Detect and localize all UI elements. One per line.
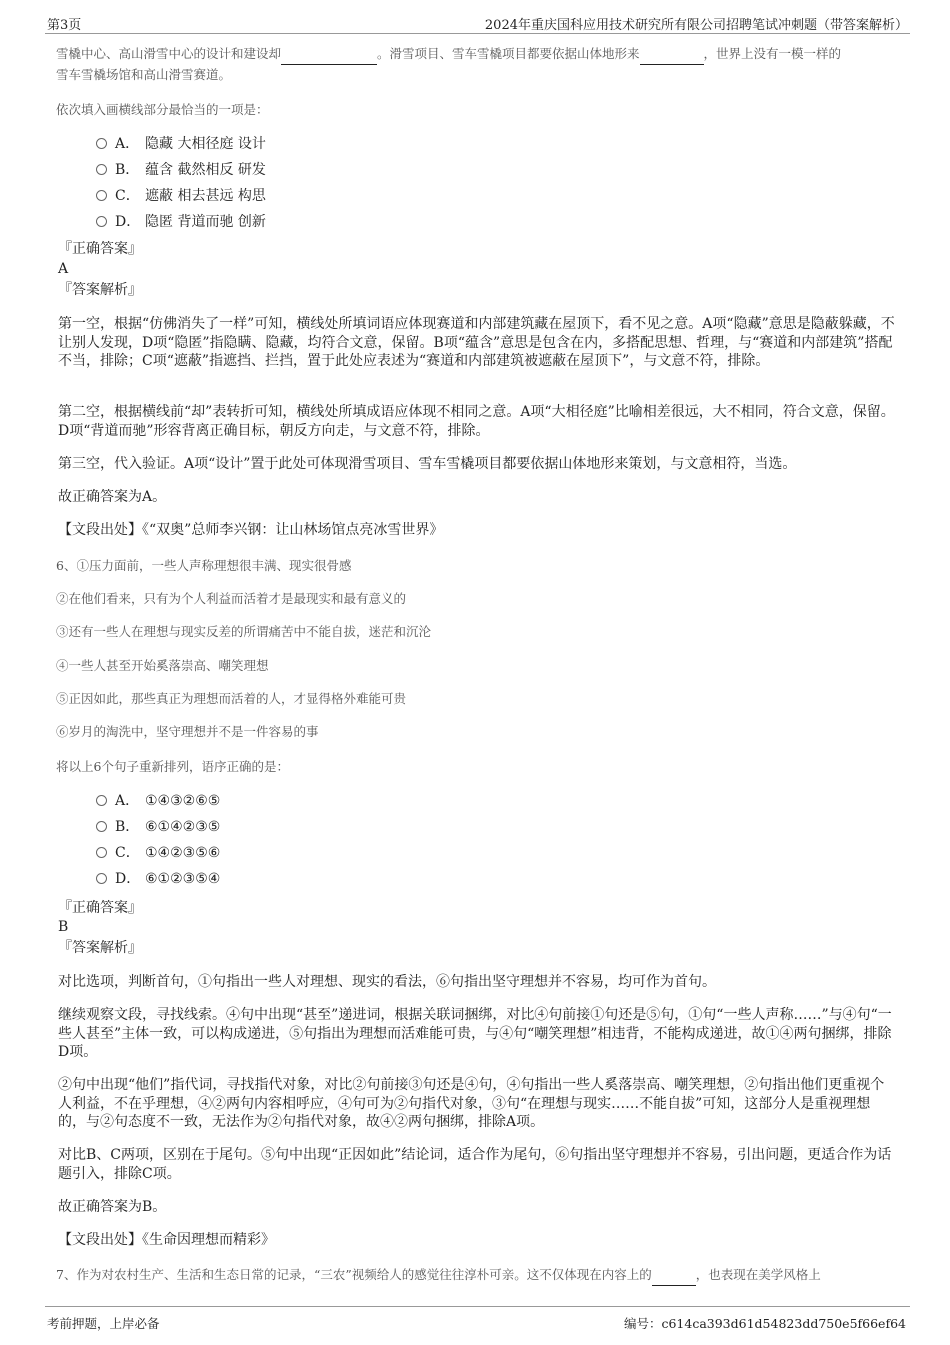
radio-icon[interactable] (96, 847, 107, 858)
q5-answer: A (58, 261, 69, 277)
q7-stem: 7、作为对农村生产、生活和生态日常的记录，“三农”视频给人的感觉往往淳朴可亲。这不仅体现在内容上的 ，也表现在美学风格上 (56, 1265, 904, 1286)
q6-option-d[interactable]: D． ⑥①②③⑤④ (96, 869, 220, 889)
q5-option-d[interactable]: D． 隐匿 背道而驰 创新 (96, 212, 266, 232)
radio-icon[interactable] (96, 138, 107, 149)
q6-analysis-3: ②句中出现“他们”指代词，寻找指代对象，对比②句前接③句还是④句，④句指出一些人奚落崇高、嘲笑理想，②句指出他们更重视个人利益，不在乎理想，④②两句内容相呼应，④句可为②句指代对象，③句“在理想与现实……不能自拔”可知，这部分人是重视理想的，与②句态度不一致，无法作为②句指代对象，故④②两句捆绑，排除A项。 (58, 1077, 885, 1130)
page-footer (0, 1306, 950, 1345)
radio-icon[interactable] (96, 190, 107, 201)
q6-source: 【文段出处】《生命因理想而精彩》 (58, 1232, 275, 1248)
q6-analysis-1: 对比选项，判断首句，①句指出一些人对理想、现实的看法，⑥句指出坚守理想并不容易，均可作为首句。 (58, 974, 716, 990)
q5-analysis-2: 第二空，根据横线前“却”表转折可知，横线处所填成语应体现不相同之意。A项“大相径庭”比喻相差很远，大不相同，符合文意，保留。D项“背道而驰”形容背离正确目标，朝反方向走，与文意不符，排除。 (58, 404, 895, 439)
page-number: 第3页 (47, 18, 82, 33)
q6-analysis-label: 『答案解析』 (58, 940, 142, 956)
footer-slogan: 考前押题，上岸必备 (47, 1316, 160, 1331)
radio-icon[interactable] (96, 795, 107, 806)
q5-analysis-1: 第一空，根据“仿佛消失了一样”可知，横线处所填词语应体现赛道和内部建筑藏在屋顶下，看不见之意。A项“隐藏”意思是隐蔽躲藏，不让别人发现，D项“隐匿”指隐瞒、隐藏，均符合文意，保留。B项“蕴含”意思是包含在内，多搭配思想、哲理，与“赛道和内部建筑”搭配不当，排除；C项“遮蔽”指遮挡、拦挡，置于此处应表述为“赛道和内部建筑被遮蔽在屋顶下”，与文意不符，排除。 (58, 316, 895, 369)
q6-sentence-1: 6、①压力面前，一些人声称理想很丰满、现实很骨感 (56, 558, 352, 573)
q5-option-b[interactable]: B． 蕴含 截然相反 研发 (96, 160, 266, 180)
document-id: 编号：c614ca393d61d54823dd750e5f66ef64 (623, 1316, 906, 1331)
q5-source: 【文段出处】《“双奥”总师李兴钢：让山林场馆点亮冰雪世界》 (58, 522, 444, 538)
q5-analysis-label: 『答案解析』 (58, 282, 142, 298)
document-title: 2024年重庆国科应用技术研究所有限公司招聘笔试冲刺题（带答案解析） (484, 18, 908, 33)
q6-option-b[interactable]: B． ⑥①④②③⑤ (96, 817, 220, 837)
q5-analysis-3: 第三空，代入验证。A项“设计”置于此处可体现滑雪项目、雪车雪橇项目都要依据山体地形来策划，与文意相符，当选。 (58, 456, 797, 472)
q6-prompt: 将以上6个句子重新排列，语序正确的是： (56, 759, 289, 774)
q6-analysis-5: 故正确答案为B。 (58, 1199, 167, 1215)
q6-option-a[interactable]: A． ①④③②⑥⑤ (96, 791, 220, 811)
q6-option-c[interactable]: C． ①④②③⑤⑥ (96, 843, 220, 863)
blank-3 (652, 1265, 696, 1286)
page-header (0, 0, 950, 36)
q6-analysis-4: 对比B、C两项，区别在于尾句。⑤句中出现“正因如此”结论词，适合作为尾句，⑥句指出坚守理想并不容易，引出问题，更适合作为话题引入，排除C项。 (58, 1147, 892, 1182)
blank-2 (640, 44, 704, 65)
q5-analysis-4: 故正确答案为A。 (58, 489, 167, 505)
q6-analysis-2: 继续观察文段，寻找线索。④句中出现“甚至”递进词，根据关联词捆绑，对比④句前接①句还是⑤句，①句“一些人声称……”与④句“一些人甚至”主体一致，可以构成递进，⑤句指出为理想而活难能可贵，与④句“嘲笑理想”相违背，不能构成递进，故①④两句捆绑，排除D项。 (58, 1007, 892, 1060)
header-divider (45, 33, 910, 34)
q6-sentence-3: ③还有一些人在理想与现实反差的所谓痛苦中不能自拔，迷茫和沉沦 (56, 624, 432, 639)
q6-answer-label: 『正确答案』 (58, 900, 142, 916)
q6-sentence-4: ④一些人甚至开始奚落崇高、嘲笑理想 (56, 658, 269, 673)
q5-answer-label: 『正确答案』 (58, 241, 142, 257)
radio-icon[interactable] (96, 164, 107, 175)
q6-sentence-5: ⑤正因如此，那些真正为理想而活着的人，才显得格外难能可贵 (56, 691, 407, 706)
footer-divider (45, 1306, 910, 1307)
radio-icon[interactable] (96, 821, 107, 832)
q6-sentence-6: ⑥岁月的淘洗中，坚守理想并不是一件容易的事 (56, 724, 319, 739)
radio-icon[interactable] (96, 873, 107, 884)
q5-option-a[interactable]: A． 隐藏 大相径庭 设计 (96, 134, 266, 154)
blank-1 (281, 44, 377, 65)
q6-answer: B (58, 919, 69, 935)
q5-stem: 雪橇中心、高山滑雪中心的设计和建设却 。滑雪项目、雪车雪橇项目都要依据山体地形来 ，世界上没有一模一样的 雪车雪橇场馆和高山滑雪赛道。 (56, 46, 842, 82)
q6-sentence-2: ②在他们看来，只有为个人利益而活着才是最现实和最有意义的 (56, 591, 407, 606)
radio-icon[interactable] (96, 216, 107, 227)
q5-option-c[interactable]: C． 遮蔽 相去甚远 构思 (96, 186, 266, 206)
q5-prompt: 依次填入画横线部分最恰当的一项是： (56, 102, 269, 117)
